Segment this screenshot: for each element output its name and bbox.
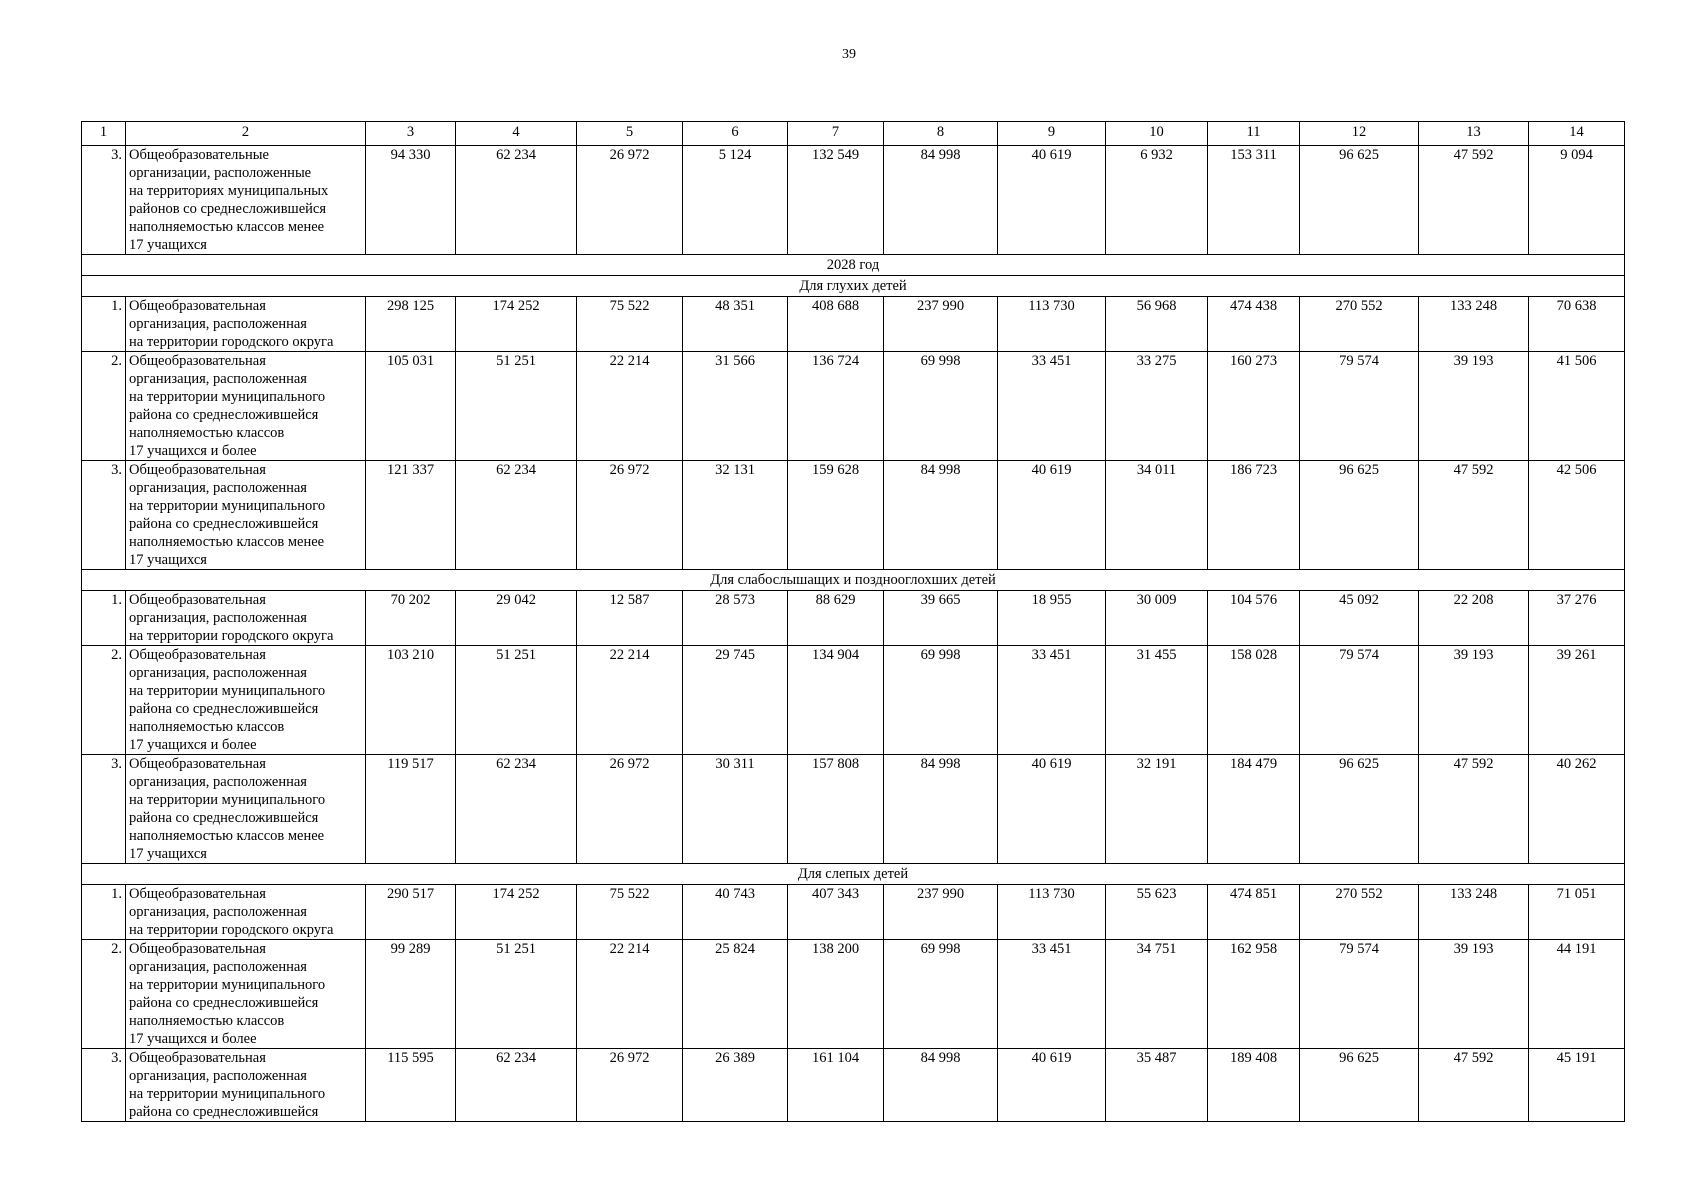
- value-cell: 18 955: [998, 591, 1106, 646]
- value-cell: 40 743: [683, 885, 788, 940]
- organization-name-line: района со среднесложившейся: [129, 701, 319, 717]
- row-number-cell: 2.: [82, 940, 126, 1049]
- organization-name-line: организация, расположенная: [129, 316, 307, 332]
- column-number-cell: 10: [1106, 122, 1208, 146]
- organization-name-line: наполняемостью классов менее: [129, 828, 325, 844]
- value-cell: 40 262: [1529, 755, 1625, 864]
- section-row: [82, 864, 1625, 885]
- value-cell: 157 808: [788, 755, 884, 864]
- value-cell: 39 261: [1529, 646, 1625, 755]
- organization-name-line: района со среднесложившейся: [129, 995, 319, 1011]
- organization-name-line: организации, расположенные: [129, 165, 312, 181]
- value-cell: 96 625: [1300, 755, 1419, 864]
- organization-name-line: Общеобразовательная: [129, 886, 266, 902]
- organization-name-line: Общеобразовательная: [129, 592, 266, 608]
- value-cell: 474 851: [1208, 885, 1300, 940]
- row-number-cell: 2.: [82, 646, 126, 755]
- organization-name-line: организация, расположенная: [129, 774, 307, 790]
- value-cell: 30 311: [683, 755, 788, 864]
- value-cell: 184 479: [1208, 755, 1300, 864]
- value-cell: 408 688: [788, 297, 884, 352]
- organization-name-line: организация, расположенная: [129, 904, 307, 920]
- value-cell: 40 619: [998, 461, 1106, 570]
- value-cell: 22 208: [1419, 591, 1529, 646]
- value-cell: 174 252: [456, 885, 577, 940]
- value-cell: 113 730: [998, 297, 1106, 352]
- value-cell: 26 972: [577, 146, 683, 255]
- value-cell: 40 619: [998, 1049, 1106, 1122]
- table-row: [82, 1049, 1625, 1122]
- organization-name-line: организация, расположенная: [129, 959, 307, 975]
- value-cell: 62 234: [456, 1049, 577, 1122]
- table-row: [82, 940, 1625, 1049]
- value-cell: 29 745: [683, 646, 788, 755]
- value-cell: 26 972: [577, 1049, 683, 1122]
- column-number-cell: 11: [1208, 122, 1300, 146]
- value-cell: 153 311: [1208, 146, 1300, 255]
- row-number-cell: 1.: [82, 591, 126, 646]
- organization-name-line: 17 учащихся и более: [129, 443, 257, 459]
- value-cell: 33 451: [998, 352, 1106, 461]
- column-number-cell: 7: [788, 122, 884, 146]
- section-title: Для слабослышащих и позднооглохших детей: [82, 570, 1625, 591]
- value-cell: 96 625: [1300, 1049, 1419, 1122]
- value-cell: 138 200: [788, 940, 884, 1049]
- value-cell: 270 552: [1300, 297, 1419, 352]
- value-cell: 189 408: [1208, 1049, 1300, 1122]
- column-number-cell: 14: [1529, 122, 1625, 146]
- organization-name-line: наполняемостью классов менее: [129, 219, 325, 235]
- value-cell: 12 587: [577, 591, 683, 646]
- value-cell: 162 958: [1208, 940, 1300, 1049]
- organization-name-line: Общеобразовательная: [129, 756, 266, 772]
- value-cell: 75 522: [577, 885, 683, 940]
- organization-name-line: организация, расположенная: [129, 480, 307, 496]
- column-number-cell: 8: [884, 122, 998, 146]
- value-cell: 33 451: [998, 940, 1106, 1049]
- table-row: [82, 646, 1625, 755]
- value-cell: 270 552: [1300, 885, 1419, 940]
- value-cell: 40 619: [998, 755, 1106, 864]
- value-cell: 48 351: [683, 297, 788, 352]
- value-cell: 44 191: [1529, 940, 1625, 1049]
- value-cell: 56 968: [1106, 297, 1208, 352]
- value-cell: 22 214: [577, 646, 683, 755]
- organization-name-cell: [126, 646, 366, 755]
- value-cell: 134 904: [788, 646, 884, 755]
- table-row: [82, 885, 1625, 940]
- value-cell: 160 273: [1208, 352, 1300, 461]
- value-cell: 51 251: [456, 352, 577, 461]
- table-row: [82, 146, 1625, 255]
- value-cell: 25 824: [683, 940, 788, 1049]
- column-number-cell: 9: [998, 122, 1106, 146]
- value-cell: 94 330: [366, 146, 456, 255]
- value-cell: 9 094: [1529, 146, 1625, 255]
- value-cell: 158 028: [1208, 646, 1300, 755]
- value-cell: 88 629: [788, 591, 884, 646]
- value-cell: 40 619: [998, 146, 1106, 255]
- organization-name-line: на территориях муниципальных: [129, 183, 329, 199]
- value-cell: 115 595: [366, 1049, 456, 1122]
- organization-name-line: района со среднесложившейся: [129, 1104, 319, 1120]
- value-cell: 51 251: [456, 940, 577, 1049]
- value-cell: 62 234: [456, 146, 577, 255]
- value-cell: 62 234: [456, 755, 577, 864]
- value-cell: 39 665: [884, 591, 998, 646]
- organization-name-line: на территории муниципального: [129, 389, 326, 405]
- organization-name-line: на территории муниципального: [129, 1086, 326, 1102]
- value-cell: 34 751: [1106, 940, 1208, 1049]
- organization-name-line: на территории городского округа: [129, 334, 334, 350]
- row-number-cell: 1.: [82, 297, 126, 352]
- value-cell: 34 011: [1106, 461, 1208, 570]
- organization-name-line: Общеобразовательная: [129, 462, 266, 478]
- organization-name-line: района со среднесложившейся: [129, 810, 319, 826]
- organization-name-line: района со среднесложившейся: [129, 516, 319, 532]
- value-cell: 161 104: [788, 1049, 884, 1122]
- table-row: [82, 297, 1625, 352]
- organization-name-cell: [126, 591, 366, 646]
- value-cell: 37 276: [1529, 591, 1625, 646]
- column-number-cell: 1: [82, 122, 126, 146]
- section-row: [82, 570, 1625, 591]
- section-row: [82, 276, 1625, 297]
- value-cell: 69 998: [884, 352, 998, 461]
- value-cell: 35 487: [1106, 1049, 1208, 1122]
- value-cell: 62 234: [456, 461, 577, 570]
- value-cell: 174 252: [456, 297, 577, 352]
- value-cell: 69 998: [884, 940, 998, 1049]
- organization-name-line: 17 учащихся: [129, 552, 207, 568]
- value-cell: 104 576: [1208, 591, 1300, 646]
- value-cell: 6 932: [1106, 146, 1208, 255]
- value-cell: 26 972: [577, 755, 683, 864]
- organization-name-line: на территории городского округа: [129, 922, 334, 938]
- organization-name-cell: [126, 1049, 366, 1122]
- column-number-cell: 12: [1300, 122, 1419, 146]
- row-number-cell: 3.: [82, 755, 126, 864]
- value-cell: 113 730: [998, 885, 1106, 940]
- table-row: [82, 591, 1625, 646]
- value-cell: 31 566: [683, 352, 788, 461]
- organization-name-line: на территории муниципального: [129, 498, 326, 514]
- value-cell: 47 592: [1419, 146, 1529, 255]
- value-cell: 26 389: [683, 1049, 788, 1122]
- organization-name-line: Общеобразовательная: [129, 353, 266, 369]
- value-cell: 84 998: [884, 146, 998, 255]
- cost-table: [81, 121, 1625, 1122]
- section-title: Для глухих детей: [82, 276, 1625, 297]
- row-number-cell: 3.: [82, 1049, 126, 1122]
- organization-name-line: наполняемостью классов менее: [129, 534, 325, 550]
- value-cell: 22 214: [577, 352, 683, 461]
- table-header-row: [82, 122, 1625, 146]
- value-cell: 96 625: [1300, 146, 1419, 255]
- value-cell: 55 623: [1106, 885, 1208, 940]
- organization-name-line: Общеобразовательная: [129, 1050, 266, 1066]
- value-cell: 237 990: [884, 297, 998, 352]
- value-cell: 79 574: [1300, 352, 1419, 461]
- value-cell: 96 625: [1300, 461, 1419, 570]
- value-cell: 298 125: [366, 297, 456, 352]
- organization-name-line: организация, расположенная: [129, 665, 307, 681]
- table-row: [82, 461, 1625, 570]
- value-cell: 51 251: [456, 646, 577, 755]
- organization-name-cell: [126, 940, 366, 1049]
- organization-name-cell: [126, 755, 366, 864]
- value-cell: 133 248: [1419, 297, 1529, 352]
- value-cell: 29 042: [456, 591, 577, 646]
- value-cell: 39 193: [1419, 352, 1529, 461]
- value-cell: 70 202: [366, 591, 456, 646]
- organization-name-cell: [126, 461, 366, 570]
- column-number-cell: 13: [1419, 122, 1529, 146]
- value-cell: 105 031: [366, 352, 456, 461]
- organization-name-line: Общеобразовательная: [129, 298, 266, 314]
- value-cell: 290 517: [366, 885, 456, 940]
- column-number-cell: 6: [683, 122, 788, 146]
- organization-name-cell: [126, 885, 366, 940]
- value-cell: 132 549: [788, 146, 884, 255]
- value-cell: 26 972: [577, 461, 683, 570]
- value-cell: 5 124: [683, 146, 788, 255]
- value-cell: 474 438: [1208, 297, 1300, 352]
- value-cell: 133 248: [1419, 885, 1529, 940]
- organization-name-line: района со среднесложившейся: [129, 407, 319, 423]
- section-row: [82, 255, 1625, 276]
- organization-name-line: Общеобразовательные: [129, 147, 269, 163]
- organization-name-line: 17 учащихся: [129, 237, 207, 253]
- value-cell: 237 990: [884, 885, 998, 940]
- organization-name-line: на территории муниципального: [129, 683, 326, 699]
- section-title: Для слепых детей: [82, 864, 1625, 885]
- organization-name-line: районов со среднесложившейся: [129, 201, 327, 217]
- value-cell: 39 193: [1419, 646, 1529, 755]
- table-row: [82, 352, 1625, 461]
- value-cell: 39 193: [1419, 940, 1529, 1049]
- value-cell: 30 009: [1106, 591, 1208, 646]
- value-cell: 186 723: [1208, 461, 1300, 570]
- row-number-cell: 3.: [82, 461, 126, 570]
- organization-name-line: организация, расположенная: [129, 371, 307, 387]
- row-number-cell: 3.: [82, 146, 126, 255]
- organization-name-cell: [126, 297, 366, 352]
- value-cell: 103 210: [366, 646, 456, 755]
- organization-name-line: Общеобразовательная: [129, 941, 266, 957]
- organization-name-line: 17 учащихся и более: [129, 737, 257, 753]
- organization-name-cell: [126, 146, 366, 255]
- value-cell: 79 574: [1300, 940, 1419, 1049]
- section-title: 2028 год: [82, 255, 1625, 276]
- organization-name-line: организация, расположенная: [129, 610, 307, 626]
- value-cell: 84 998: [884, 461, 998, 570]
- organization-name-line: организация, расположенная: [129, 1068, 307, 1084]
- column-number-cell: 3: [366, 122, 456, 146]
- value-cell: 136 724: [788, 352, 884, 461]
- organization-name-line: на территории городского округа: [129, 628, 334, 644]
- column-number-cell: 2: [126, 122, 366, 146]
- value-cell: 47 592: [1419, 461, 1529, 570]
- value-cell: 70 638: [1529, 297, 1625, 352]
- organization-name-line: Общеобразовательная: [129, 647, 266, 663]
- table-row: [82, 755, 1625, 864]
- organization-name-line: на территории муниципального: [129, 977, 326, 993]
- value-cell: 32 191: [1106, 755, 1208, 864]
- value-cell: 159 628: [788, 461, 884, 570]
- value-cell: 84 998: [884, 755, 998, 864]
- value-cell: 33 275: [1106, 352, 1208, 461]
- value-cell: 42 506: [1529, 461, 1625, 570]
- organization-name-line: наполняемостью классов: [129, 1013, 285, 1029]
- value-cell: 84 998: [884, 1049, 998, 1122]
- value-cell: 69 998: [884, 646, 998, 755]
- organization-name-line: 17 учащихся и более: [129, 1031, 257, 1047]
- value-cell: 71 051: [1529, 885, 1625, 940]
- value-cell: 45 092: [1300, 591, 1419, 646]
- value-cell: 79 574: [1300, 646, 1419, 755]
- organization-name-line: наполняемостью классов: [129, 719, 285, 735]
- organization-name-line: 17 учащихся: [129, 846, 207, 862]
- organization-name-line: наполняемостью классов: [129, 425, 285, 441]
- organization-name-line: на территории муниципального: [129, 792, 326, 808]
- page-number: 39: [842, 47, 856, 62]
- row-number-cell: 2.: [82, 352, 126, 461]
- value-cell: 31 455: [1106, 646, 1208, 755]
- value-cell: 407 343: [788, 885, 884, 940]
- value-cell: 32 131: [683, 461, 788, 570]
- column-number-cell: 4: [456, 122, 577, 146]
- value-cell: 33 451: [998, 646, 1106, 755]
- value-cell: 121 337: [366, 461, 456, 570]
- value-cell: 45 191: [1529, 1049, 1625, 1122]
- value-cell: 22 214: [577, 940, 683, 1049]
- value-cell: 47 592: [1419, 1049, 1529, 1122]
- row-number-cell: 1.: [82, 885, 126, 940]
- organization-name-cell: [126, 352, 366, 461]
- value-cell: 47 592: [1419, 755, 1529, 864]
- value-cell: 99 289: [366, 940, 456, 1049]
- value-cell: 41 506: [1529, 352, 1625, 461]
- value-cell: 28 573: [683, 591, 788, 646]
- value-cell: 119 517: [366, 755, 456, 864]
- value-cell: 75 522: [577, 297, 683, 352]
- column-number-cell: 5: [577, 122, 683, 146]
